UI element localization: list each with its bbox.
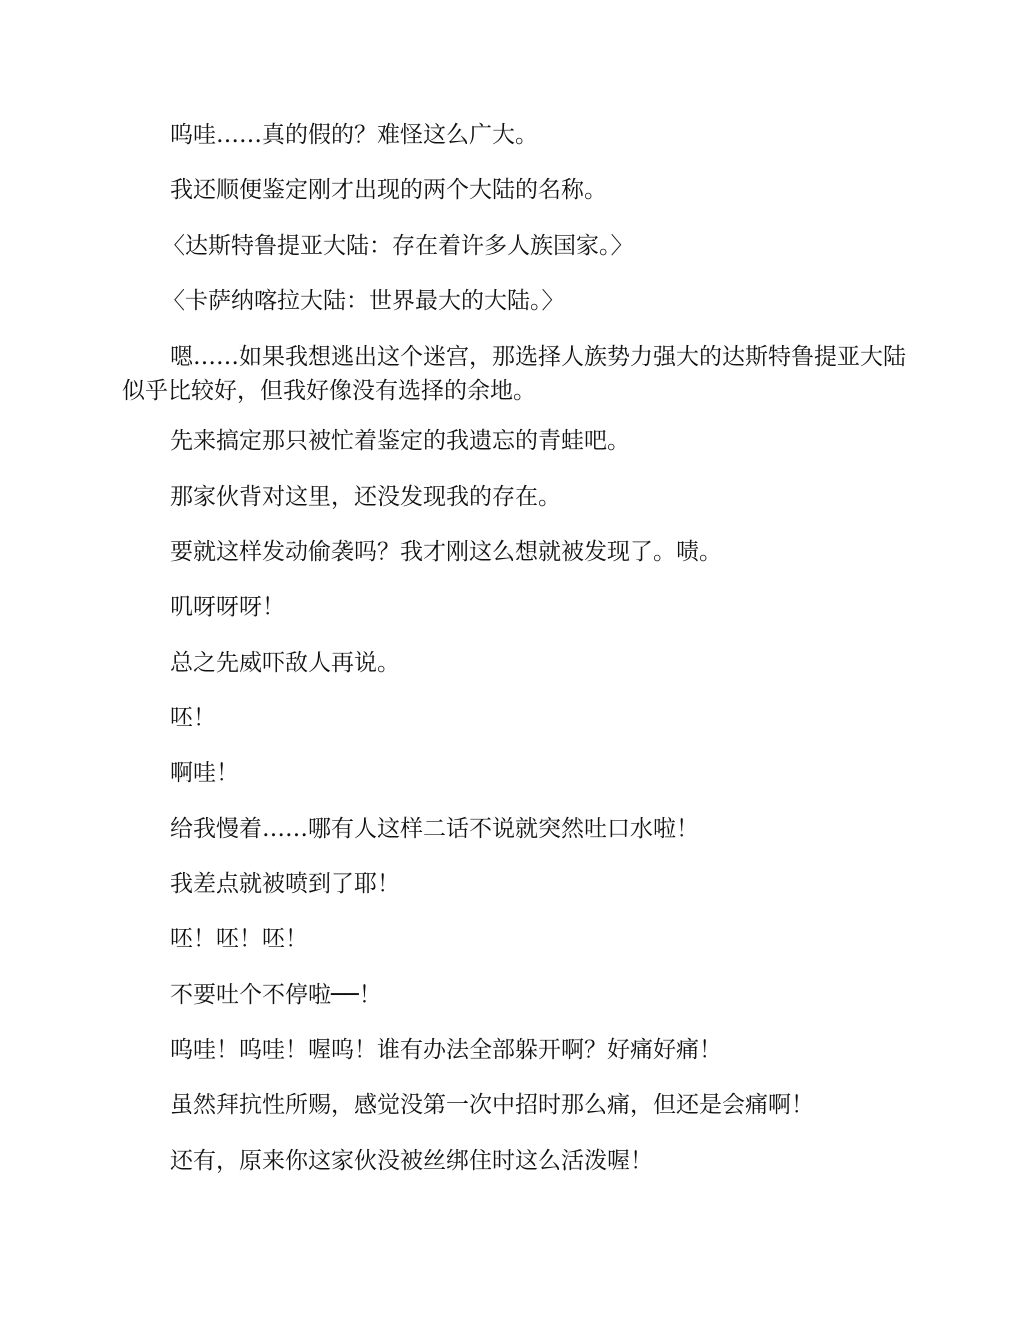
paragraph: 我差点就被喷到了耶！ xyxy=(170,871,400,897)
paragraph: 呸！呸！呸！ xyxy=(170,926,308,952)
paragraph: 那家伙背对这里，还没发现我的存在。 xyxy=(170,484,561,510)
paragraph: 不要吐个不停啦──！ xyxy=(170,982,382,1008)
paragraph: 先来搞定那只被忙着鉴定的我遗忘的青蛙吧。 xyxy=(170,428,630,454)
paragraph: 我还顺便鉴定刚才出现的两个大陆的名称。 xyxy=(170,177,607,203)
paragraph: 总之先威吓敌人再说。 xyxy=(170,650,400,676)
paragraph: 还有，原来你这家伙没被丝绑住时这么活泼喔！ xyxy=(170,1148,653,1174)
paragraph: 给我慢着……哪有人这样二话不说就突然吐口水啦！ xyxy=(170,816,699,842)
paragraph: 呜哇！呜哇！喔呜！谁有办法全部躲开啊？好痛好痛！ xyxy=(170,1037,722,1063)
paragraph: 啊哇！ xyxy=(170,760,239,786)
paragraph: 呜哇……真的假的？难怪这么广大。 xyxy=(170,122,538,148)
paragraph: 嗯……如果我想逃出这个迷宫，那选择人族势力强大的达斯特鲁提亚大陆似乎比较好，但我好像没有选择的余地。 xyxy=(122,344,906,404)
paragraph: 要就这样发动偷袭吗？我才刚这么想就被发现了。啧。 xyxy=(170,539,722,565)
paragraph: 〈卡萨纳喀拉大陆：世界最大的大陆。〉 xyxy=(162,288,565,314)
paragraph: 〈达斯特鲁提亚大陆：存在着许多人族国家。〉 xyxy=(162,233,634,259)
paragraph: 虽然拜抗性所赐，感觉没第一次中招时那么痛，但还是会痛啊！ xyxy=(170,1092,814,1118)
paragraph: 叽呀呀呀！ xyxy=(170,594,285,620)
paragraph: 呸！ xyxy=(170,705,216,731)
